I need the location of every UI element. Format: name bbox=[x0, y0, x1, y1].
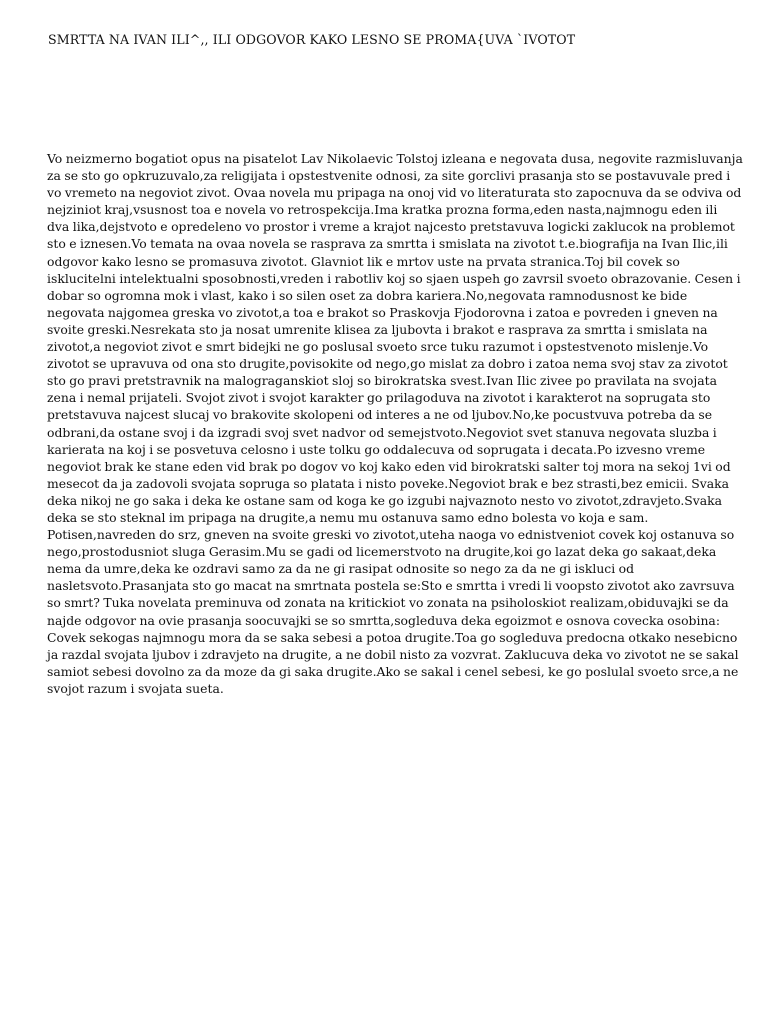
body-paragraph: Vo neizmerno bogatiot opus na pisatelot Lav Nikolaevic Tolstoj izleana e negovata dusa, negovite razmisluvanja za se sto go opkruzuvalo,za religijata i opstestvenite odnosi, za site gorclivi prasanja sto se postavuvale pred i vo vremeto na negoviot zivot. Ovaa novela mu pripaga na onoj vid vo literaturata sto zapocnuva da se odviva od nejziniot kraj,vsusnost toa e novela vo retrospekcija.Ima kratka prozna forma,eden nasta,najmnogu eden ili dva lika,dejstvoto e opredeleno vo prostor i vreme a krajot najcesto pretstavuva logicki zaklucok na problemot sto e iznesen.Vo temata na ovaa novela se rasprava za smrtta i smislata na zivotot t.e.biografija na Ivan Ilic,ili odgovor kako lesno se promasuva zivotot. Glavniot lik e mrtov uste na prvata stranica.Toj bil covek so isklucitelni intelektualni sposobnosti,vreden i rabotliv koj so sjaen uspeh go zavrsil svoeto obrazovanie. Cesen i dobar so ogromna mok i vlast, kako i so silen oset za dobra kariera.No,negovata ramnodusnost ke bide negovata najgomea greska vo zivotot,a toa e brakot so Praskovja Fjodorovna i zatoa e povreden i gneven na svoite greski.Nesrekata sto ja nosat umrenite klisea za ljubovta i brakot e rasprava za smrtta i smislata na zivotot,a negoviot zivot e smrt bidejki ne go poslusal svoeto srce tuku razumot i opstestvenoto mislenje.Vo zivotot se upravuva od ona sto drugite,povisokite od nego,go mislat za dobro i zatoa nema svoj stav za zivotot sto go pravi pretstravnik na malograganskiot sloj so birokratska svest.Ivan Ilic zivee po pravilata na svojata zena i nemal prijateli. Svojot zivot i svojot karakter go prilagoduva na zivotot i karakterot na soprugata sto pretstavuva najcest slucaj vo brakovite skolopeni od interes a ne od ljubov.No,ke pocustvuva potreba da se odbrani,da ostane svoj i da izgradi svoj svet nadvor od semejstvoto.Negoviot svet stanuva negovata sluzba i karierata na koj i se posvetuva celosno i uste tolku go oddalecuva od soprugata i decata.Po izvesno vreme negoviot brak ke stane eden vid brak po dogov vo koj kako eden vid birokratski salter toj mora na sekoj 1vi od mesecot da ja zadovoli svojata sopruga so platata i nisto poveke.Negoviot brak e bez strasti,bez emicii. Svaka deka nikoj ne go saka i deka ke ostane sam od koga ke go izgubi najvaznoto nesto vo zivotot,zdravjeto.Svaka deka se sto steknal im pripaga na drugite,a nemu mu ostanuva samo edno bolesta vo koja e sam. Potisen,navreden do srz, gneven na svoite greski vo zivotot,uteha naoga vo ednistveniot covek koj ostanuva so nego,prostodusniot sluga Gerasim.Mu se gadi od licemerstvoto na drugite,koi go lazat deka go sakaat,deka nema da umre,deka ke ozdravi samo za da ne gi rasipat odnosite so nego za da ne gi iskluci od nasletsvoto.Prasanjata sto go macat na smrtnata postela se:Sto e smrtta i vredi li voopsto zivotot ako zavrsuva so smrt? Tuka novelata preminuva od zonata na kritickiot vo zonata na psiholoskiot realizam,obiduvajki se da najde odgovor na ovie prasanja soocuvajki se so smrtta,sogleduva deka egoizmot e osnova covecka osobina: Covek sekogas najmnogu mora da se saka sebesi a potoa drugite.Toa go sogleduva predocna otkako nesebicno ja razdal svojata ljubov i zdravjeto na drugite, a ne dobil nisto za vozvrat. Zaklucuva deka vo zivotot ne se sakal samiot sebesi dovolno za da moze da gi saka drugite.Ako se sakal i cenel sebesi, ke go poslulal svoeto srce,a ne svojot razum i svojata sueta. bbox=[47, 151, 743, 696]
page-title: SMRTTA NA IVAN ILI^,, ILI ODGOVOR KAKO LESNO SE PROMA{UVA `IVOTOT bbox=[48, 32, 576, 47]
